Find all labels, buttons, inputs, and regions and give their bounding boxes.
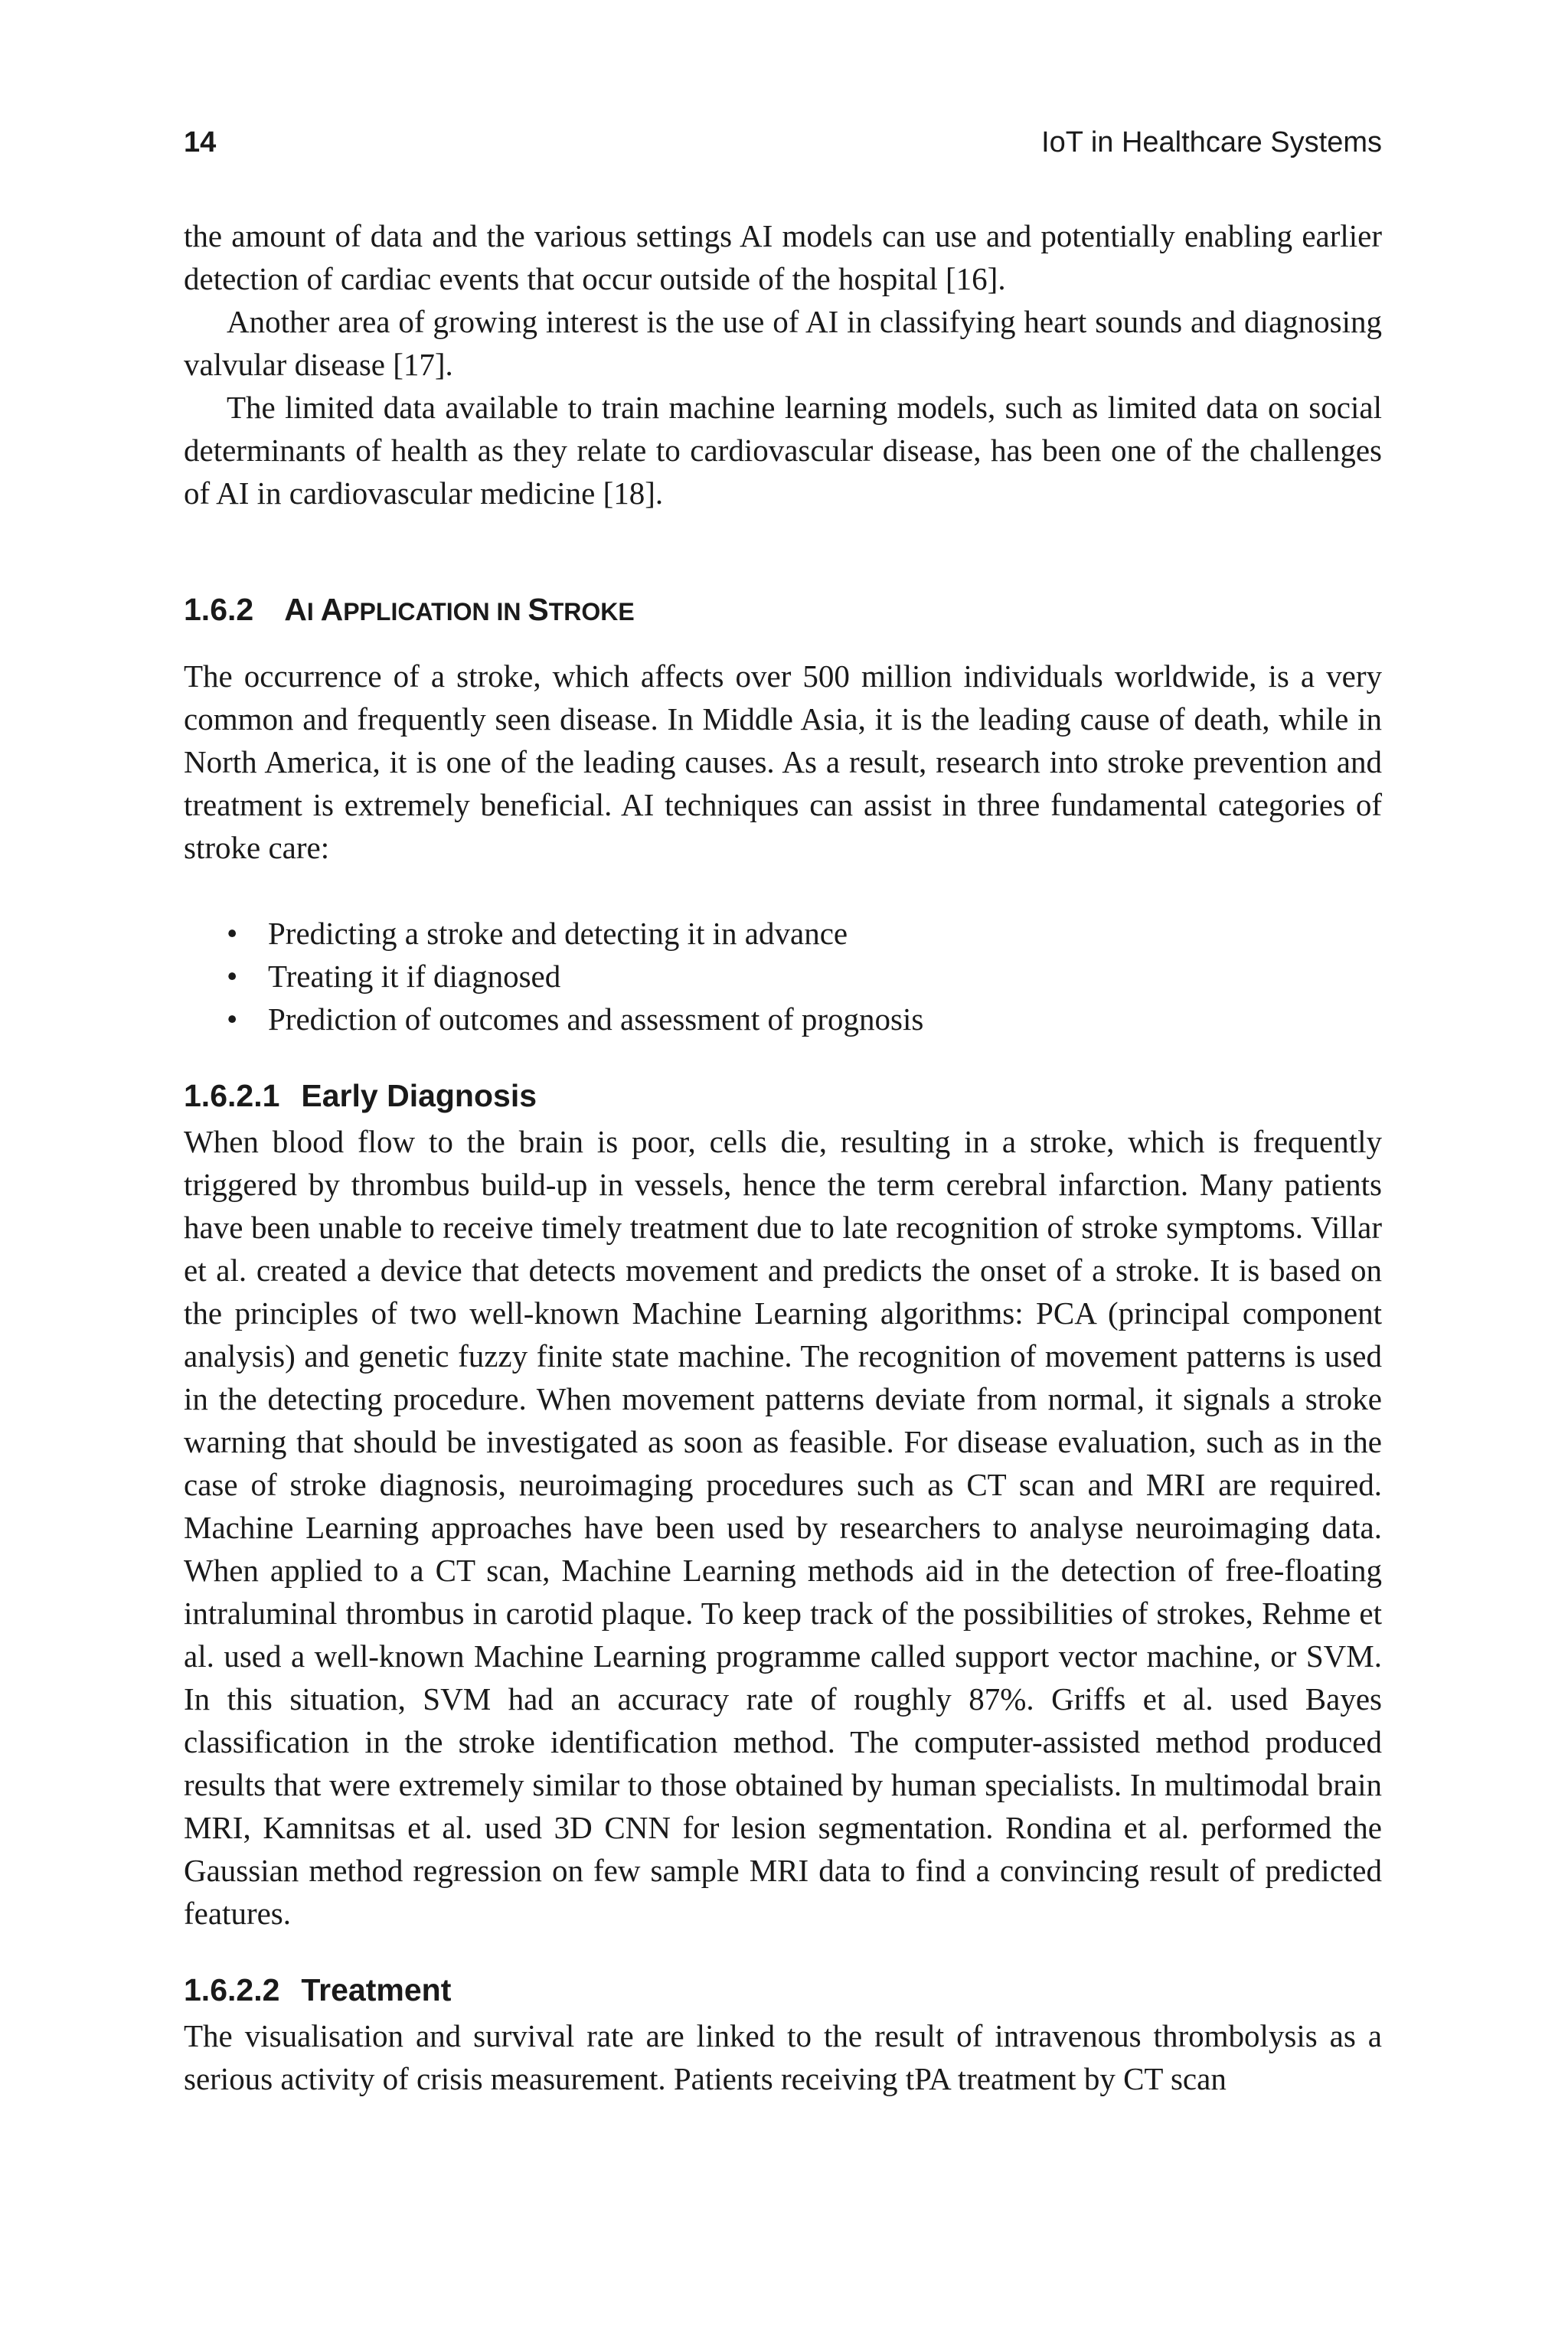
subsection-number: 1.6.2.2 (184, 1972, 280, 2007)
list-item-text: Prediction of outcomes and assessment of prognosis (268, 1001, 924, 1037)
running-head (184, 121, 1382, 164)
intro-paragraph-1: the amount of data and the various settings AI models can use and potentially enabling earlier detection of cardiac events that occur outside of the hospital [16]. (184, 218, 1382, 296)
bullet-icon: • (227, 916, 238, 951)
book-page (184, 0, 1382, 2352)
list-item (227, 912, 1382, 955)
section-heading-1-6-2 (184, 588, 1382, 633)
intro-paragraph-2: Another area of growing interest is the use of AI in classifying heart sounds and diagnosing valvular disease [17]. (184, 304, 1382, 382)
book-title: IoT in Healthcare Systems (1041, 126, 1382, 158)
section-title: AI APPLICATION IN STROKE (284, 592, 635, 627)
early-diagnosis-paragraph: When blood flow to the brain is poor, cells die, resulting in a stroke, which is frequently triggered by thrombus build-up in vessels, hence the term cerebral infarction. Many patients have been unable to receive timely treatment due to late recognition of stroke symptoms. Villar et al. created a device that detects movement and predicts the onset of a stroke. It is based on the principles of two well-known Machine Learning algorithms: PCA (principal component analysis) and genetic fuzzy finite state machine. The recognition of movement patterns is used in the detecting procedure. When movement patterns deviate from normal, it signals a stroke warning that should be investigated as soon as feasible. For disease evaluation, such as in the case of stroke diagnosis, neuroimaging procedures such as CT scan and MRI are required. Machine Learning approaches have been used by researchers to analyse neuroimaging data. When applied to a CT scan, Machine Learning methods aid in the detection of free-floating intraluminal thrombus in carotid plaque. To keep track of the possibilities of strokes, Rehme et al. used a well-known Machine Learning programme called support vector machine, or SVM. In this situation, SVM had an accuracy rate of roughly 87%. Griffs et al. used Bayes classification in the stroke identification method. The computer-assisted method produced results that were extremely similar to those obtained by human specialists. In multimodal brain MRI, Kamnitsas et al. used 3D CNN for lesion segmentation. Rondina et al. performed the Gaussian method regression on few sample MRI data to find a convincing result of predicted features. (184, 1124, 1382, 1931)
list-item (227, 998, 1382, 1040)
body-text (184, 214, 1382, 2100)
bullet-icon: • (227, 1001, 238, 1037)
stroke-paragraph: The occurrence of a stroke, which affects over 500 million individuals worldwide, is a very common and frequently seen disease. In Middle Asia, it is the leading cause of death, while in North America, it is one of the leading causes. As a result, research into stroke prevention and treatment is extremely beneficial. AI techniques can assist in three fundamental categories of stroke care: (184, 658, 1382, 865)
subsection-number: 1.6.2.1 (184, 1078, 280, 1113)
subsection-heading-1-6-2-1 (184, 1074, 1382, 1117)
list-item (227, 955, 1382, 998)
list-item-text: Treating it if diagnosed (268, 959, 561, 994)
treatment-paragraph: The visualisation and survival rate are linked to the result of intravenous thrombolysis as a serious activity of crisis measurement. Patients receiving tPA treatment by CT scan (184, 2018, 1382, 2096)
intro-paragraph-3: The limited data available to train machine learning models, such as limited data on social determinants of health as they relate to cardiovascular disease, has been one of the challenges of AI in cardiovascular medicine [18]. (184, 390, 1382, 511)
section-number: 1.6.2 (184, 592, 254, 627)
list-item-text: Predicting a stroke and detecting it in advance (268, 916, 848, 951)
stroke-care-list (184, 912, 1382, 1040)
page-number: 14 (184, 126, 217, 158)
subsection-title: Early Diagnosis (301, 1078, 537, 1113)
bullet-icon: • (227, 959, 238, 994)
subsection-heading-1-6-2-2 (184, 1968, 1382, 2011)
subsection-title: Treatment (301, 1972, 452, 2007)
